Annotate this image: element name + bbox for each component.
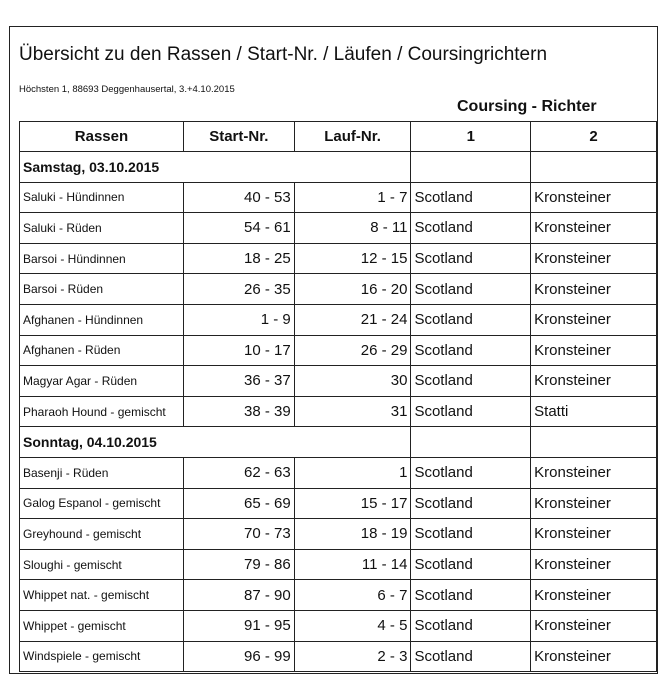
breed-cell: Galog Espanol - gemischt xyxy=(20,488,184,519)
lauf-nr-cell: 4 - 5 xyxy=(294,610,411,641)
breed-cell: Saluki - Hündinnen xyxy=(20,182,184,213)
table-row xyxy=(20,488,657,519)
start-nr-cell: 62 - 63 xyxy=(183,457,294,488)
table-row xyxy=(20,519,657,550)
table-row xyxy=(20,549,657,580)
judge-1-cell: Scotland xyxy=(411,182,531,213)
breed-cell: Afghanen - Hündinnen xyxy=(20,304,184,335)
breed-cell: Whippet - gemischt xyxy=(20,610,184,641)
breed-cell: Windspiele - gemischt xyxy=(20,641,184,672)
table-row xyxy=(20,304,657,335)
judge-2-cell: Kronsteiner xyxy=(531,488,657,519)
day-row xyxy=(20,427,657,458)
document-sheet xyxy=(9,26,658,674)
judge-1-cell: Scotland xyxy=(411,396,531,427)
breed-cell: Pharaoh Hound - gemischt xyxy=(20,396,184,427)
judge-2-cell: Kronsteiner xyxy=(531,182,657,213)
judge-2-cell: Kronsteiner xyxy=(531,213,657,244)
day-judge-2-cell xyxy=(531,427,657,458)
breed-cell: Barsoi - Hündinnen xyxy=(20,243,184,274)
table-row xyxy=(20,243,657,274)
judge-1-cell: Scotland xyxy=(411,213,531,244)
judge-1-cell: Scotland xyxy=(411,519,531,550)
table-row xyxy=(20,213,657,244)
judge-2-cell: Kronsteiner xyxy=(531,549,657,580)
start-nr-cell: 1 - 9 xyxy=(183,304,294,335)
start-nr-cell: 70 - 73 xyxy=(183,519,294,550)
table-row xyxy=(20,610,657,641)
lauf-nr-cell: 18 - 19 xyxy=(294,519,411,550)
breed-cell: Afghanen - Rüden xyxy=(20,335,184,366)
breed-cell: Saluki - Rüden xyxy=(20,213,184,244)
judge-2-cell: Kronsteiner xyxy=(531,519,657,550)
lauf-nr-cell: 1 xyxy=(294,457,411,488)
start-nr-cell: 18 - 25 xyxy=(183,243,294,274)
col-header-judge-2: 2 xyxy=(531,122,657,152)
lauf-nr-cell: 15 - 17 xyxy=(294,488,411,519)
day-judge-1-cell xyxy=(411,427,531,458)
breed-cell: Whippet nat. - gemischt xyxy=(20,580,184,611)
breed-cell: Barsoi - Rüden xyxy=(20,274,184,305)
day-judge-2-cell xyxy=(531,152,657,183)
judge-1-cell: Scotland xyxy=(411,335,531,366)
table-row xyxy=(20,335,657,366)
lauf-nr-cell: 30 xyxy=(294,366,411,397)
judge-2-cell: Kronsteiner xyxy=(531,457,657,488)
table-row xyxy=(20,580,657,611)
start-nr-cell: 65 - 69 xyxy=(183,488,294,519)
breed-cell: Basenji - Rüden xyxy=(20,457,184,488)
start-nr-cell: 38 - 39 xyxy=(183,396,294,427)
day-label: Samstag, 03.10.2015 xyxy=(20,152,411,183)
start-nr-cell: 79 - 86 xyxy=(183,549,294,580)
judge-2-cell: Kronsteiner xyxy=(531,274,657,305)
venue-date-line: Höchsten 1, 88693 Deggenhausertal, 3.+4.10.2015 xyxy=(19,84,235,95)
lauf-nr-cell: 6 - 7 xyxy=(294,580,411,611)
header-row xyxy=(20,122,657,152)
start-nr-cell: 87 - 90 xyxy=(183,580,294,611)
judge-1-cell: Scotland xyxy=(411,274,531,305)
schedule-table xyxy=(19,121,657,672)
table-row xyxy=(20,366,657,397)
judge-2-cell: Kronsteiner xyxy=(531,610,657,641)
judge-1-cell: Scotland xyxy=(411,549,531,580)
judge-1-cell: Scotland xyxy=(411,488,531,519)
lauf-nr-cell: 31 xyxy=(294,396,411,427)
lauf-nr-cell: 8 - 11 xyxy=(294,213,411,244)
judge-2-cell: Kronsteiner xyxy=(531,641,657,672)
judge-1-cell: Scotland xyxy=(411,641,531,672)
start-nr-cell: 36 - 37 xyxy=(183,366,294,397)
lauf-nr-cell: 11 - 14 xyxy=(294,549,411,580)
judge-2-cell: Kronsteiner xyxy=(531,243,657,274)
start-nr-cell: 91 - 95 xyxy=(183,610,294,641)
judge-1-cell: Scotland xyxy=(411,243,531,274)
lauf-nr-cell: 12 - 15 xyxy=(294,243,411,274)
judge-2-cell: Kronsteiner xyxy=(531,580,657,611)
judge-1-cell: Scotland xyxy=(411,304,531,335)
start-nr-cell: 10 - 17 xyxy=(183,335,294,366)
lauf-nr-cell: 1 - 7 xyxy=(294,182,411,213)
judge-2-cell: Statti xyxy=(531,396,657,427)
table-row xyxy=(20,641,657,672)
judge-2-cell: Kronsteiner xyxy=(531,335,657,366)
table-row xyxy=(20,457,657,488)
col-header-lauf-nr: Lauf-Nr. xyxy=(294,122,411,152)
table-row xyxy=(20,274,657,305)
coursing-judges-header: Coursing - Richter xyxy=(457,98,597,115)
document-title: Übersicht zu den Rassen / Start-Nr. / Läufen / Coursingrichtern xyxy=(19,44,548,65)
day-judge-1-cell xyxy=(411,152,531,183)
lauf-nr-cell: 26 - 29 xyxy=(294,335,411,366)
start-nr-cell: 54 - 61 xyxy=(183,213,294,244)
judge-2-cell: Kronsteiner xyxy=(531,366,657,397)
table-row xyxy=(20,182,657,213)
lauf-nr-cell: 2 - 3 xyxy=(294,641,411,672)
lauf-nr-cell: 21 - 24 xyxy=(294,304,411,335)
start-nr-cell: 40 - 53 xyxy=(183,182,294,213)
col-header-judge-1: 1 xyxy=(411,122,531,152)
judge-1-cell: Scotland xyxy=(411,366,531,397)
col-header-start-nr: Start-Nr. xyxy=(183,122,294,152)
start-nr-cell: 26 - 35 xyxy=(183,274,294,305)
col-header-rassen: Rassen xyxy=(20,122,184,152)
judge-1-cell: Scotland xyxy=(411,580,531,611)
day-row xyxy=(20,152,657,183)
breed-cell: Greyhound - gemischt xyxy=(20,519,184,550)
judge-2-cell: Kronsteiner xyxy=(531,304,657,335)
day-label: Sonntag, 04.10.2015 xyxy=(20,427,411,458)
judge-1-cell: Scotland xyxy=(411,457,531,488)
breed-cell: Sloughi - gemischt xyxy=(20,549,184,580)
start-nr-cell: 96 - 99 xyxy=(183,641,294,672)
lauf-nr-cell: 16 - 20 xyxy=(294,274,411,305)
judge-1-cell: Scotland xyxy=(411,610,531,641)
breed-cell: Magyar Agar - Rüden xyxy=(20,366,184,397)
table-row xyxy=(20,396,657,427)
